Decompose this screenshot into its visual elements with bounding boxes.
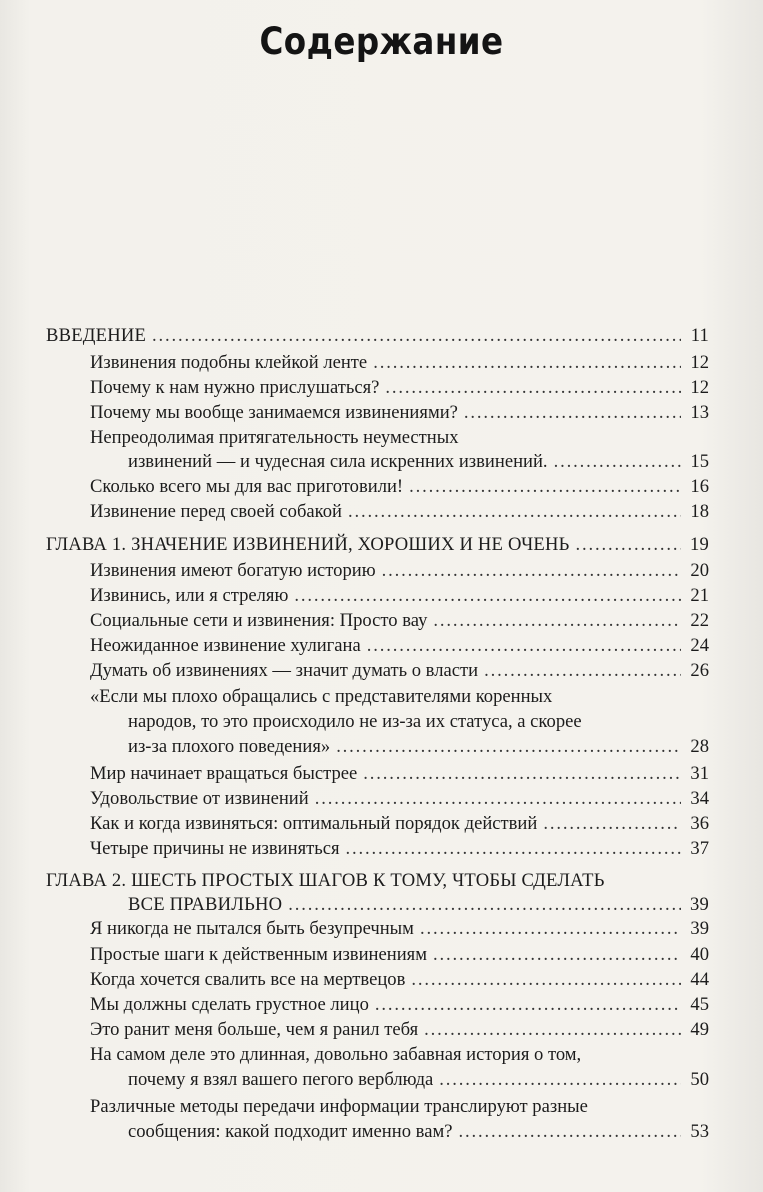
leader-dots [363,760,681,788]
leader-dots [575,531,681,559]
leader-dots [152,322,681,350]
entry-title: Думать об извинениях — значит думать о власти [90,660,479,681]
leader-dots [411,966,681,994]
leader-dots [484,657,681,685]
leader-dots [336,733,681,761]
entry-title: Простые шаги к действенным извинениям [90,944,427,965]
leader-dots [424,1016,681,1044]
page-number: 40 [690,944,709,965]
page-number: 20 [690,560,709,581]
page-number: 13 [690,402,709,423]
entry-title: ВСЕ ПРАВИЛЬНО [128,894,283,915]
page-title: Содержание [259,20,504,63]
entry-title: Сколько всего мы для вас приготовили! [90,476,404,497]
entry-title: Удовольствие от извинений [90,788,309,809]
leader-dots [348,498,681,526]
toc-entry [90,374,709,402]
toc-entry [90,399,709,427]
entry-title: Когда хочется свалить все на мертвецов [90,969,406,990]
toc-entry [90,607,709,635]
leader-dots [294,582,681,610]
entry-title: почему я взял вашего пегого верблюда [128,1069,434,1090]
entry-title: Мы должны сделать грустное лицо [90,994,369,1015]
toc-entry-chapter-1 [46,531,709,559]
entry-title: Мир начинает вращаться быстрее [90,763,358,784]
entry-title: Это ранит меня больше, чем я ранил тебя [90,1019,419,1040]
toc-entry [90,657,709,685]
page-number: 12 [690,377,709,398]
toc-entry [90,941,709,969]
entry-title: Как и когда извиняться: оптимальный порядок действий [90,813,538,834]
toc-entry [128,448,709,476]
page-number: 39 [690,918,709,939]
toc-entry-first-line: На самом деле это длинная, довольно забавная история о том, [90,1044,582,1065]
entry-title: из-за плохого поведения» [128,736,331,757]
leader-dots [375,991,681,1019]
page-number: 22 [690,610,709,631]
toc-entry [90,349,709,377]
entry-title: сообщения: какой подходит именно вам? [128,1121,453,1142]
entry-title: Извинись, или я стреляю [90,585,289,606]
entry-title: ВВЕДЕНИЕ [46,325,147,346]
page-number: 37 [690,838,709,859]
page-number: 15 [690,451,709,472]
entry-title: Извинения подобны клейкой ленте [90,352,368,373]
page-number: 28 [690,736,709,757]
leader-dots [439,1066,681,1094]
toc-entry [90,991,709,1019]
page-number: 16 [690,476,709,497]
page-number: 53 [690,1121,709,1142]
page-number: 19 [690,534,709,555]
page-number: 36 [690,813,709,834]
leader-dots [385,374,681,402]
toc-entry [90,632,709,660]
toc-entry-first-line: «Если мы плохо обращались с представителями коренных [90,686,553,707]
page-number: 26 [690,660,709,681]
toc-entry [90,915,709,943]
entry-title: Почему мы вообще занимаемся извинениями? [90,402,458,423]
toc-entry [90,498,709,526]
toc-entry [90,557,709,585]
leader-dots [346,835,681,863]
page-number: 49 [690,1019,709,1040]
toc-entry [90,582,709,610]
leader-dots [315,785,681,813]
page-number: 39 [690,894,709,915]
page-number: 11 [690,325,709,346]
toc-chapter-2-first-line: ГЛАВА 2. ШЕСТЬ ПРОСТЫХ ШАГОВ К ТОМУ, ЧТОБЫ СДЕЛАТЬ [46,870,605,891]
page-number: 31 [690,763,709,784]
toc-entry-first-line: Непреодолимая притягательность неуместных [90,427,459,448]
page-number: 24 [690,635,709,656]
toc-entry [90,835,709,863]
toc-entry-second-line: народов, то это происходило не из-за их статуса, а скорее [128,711,582,732]
leader-dots [433,607,681,635]
entry-title: Я никогда не пытался быть безупречным [90,918,414,939]
entry-title: извинений — и чудесная сила искренних извинений. [128,451,548,472]
leader-dots [543,810,681,838]
toc-entry [128,1066,709,1094]
leader-dots [420,915,681,943]
toc-entry-introduction [46,322,709,350]
toc-entry [128,733,709,761]
entry-title: Четыре причины не извиняться [90,838,340,859]
leader-dots [382,557,681,585]
toc-entry [90,760,709,788]
page-number: 50 [690,1069,709,1090]
page-number: 18 [690,501,709,522]
toc-entry-first-line: Различные методы передачи информации транслируют разные [90,1096,588,1117]
entry-title: Извинения имеют богатую историю [90,560,376,581]
toc-entry [128,1118,709,1146]
leader-dots [464,399,681,427]
toc-entry [90,473,709,501]
toc-entry [90,1016,709,1044]
page-number: 44 [690,969,709,990]
entry-title: Почему к нам нужно прислушаться? [90,377,380,398]
page-number: 45 [690,994,709,1015]
page-number: 21 [690,585,709,606]
leader-dots [554,448,681,476]
entry-title: Социальные сети и извинения: Просто вау [90,610,428,631]
entry-title: Неожиданное извинение хулигана [90,635,361,656]
toc-entry [90,966,709,994]
toc-entry [90,785,709,813]
leader-dots [433,941,681,969]
leader-dots [458,1118,681,1146]
entry-title: Извинение перед своей собакой [90,501,343,522]
leader-dots [373,349,681,377]
toc-entry [90,810,709,838]
leader-dots [409,473,681,501]
entry-title: ГЛАВА 1. ЗНАЧЕНИЕ ИЗВИНЕНИЙ, ХОРОШИХ И НЕ ОЧЕНЬ [46,534,570,555]
page-number: 34 [690,788,709,809]
page-number: 12 [690,352,709,373]
leader-dots [367,632,681,660]
